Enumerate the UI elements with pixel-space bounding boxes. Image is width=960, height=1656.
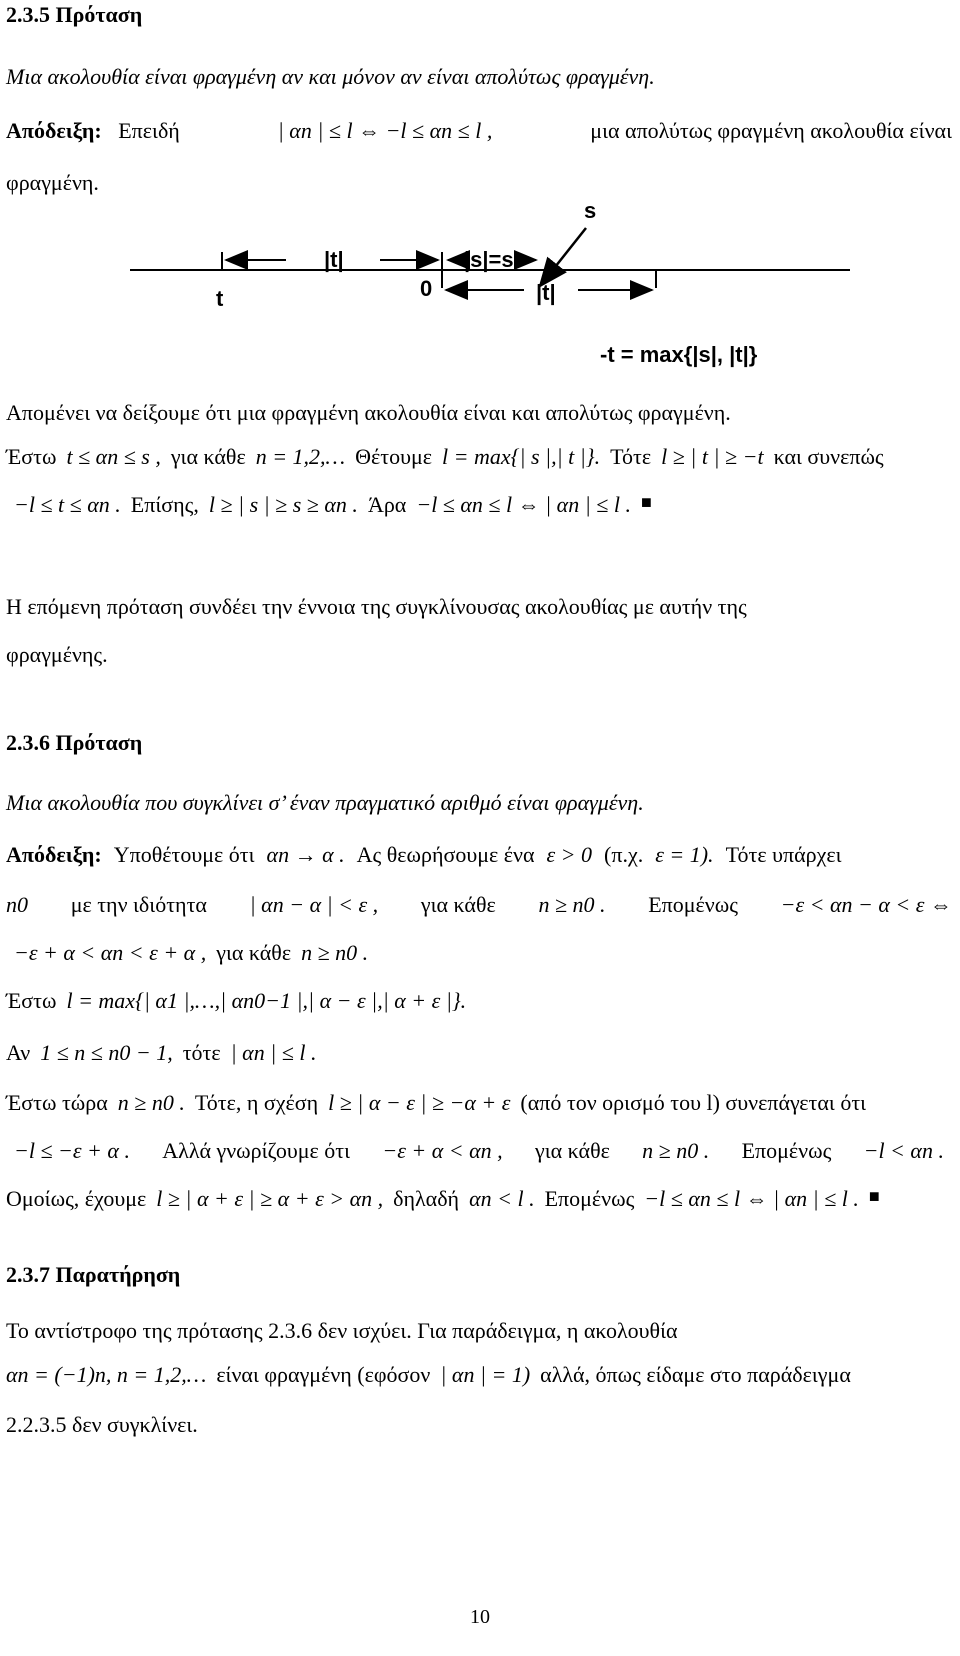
text: για κάθε	[420, 892, 496, 917]
proof-line-2: φραγμένη.	[6, 170, 99, 195]
text: αλλά, όπως είδαμε στο παράδειγμα	[540, 1362, 851, 1387]
text: Ας θεωρήσουμε ένα	[356, 842, 535, 867]
proposition-statement-2-3-5: Μια ακολουθία είναι φραγμένη αν και μόνον αν είναι απολύτως φραγμένη.	[6, 64, 655, 89]
number-line-diagram	[0, 190, 960, 380]
proof-2-line-4	[6, 988, 956, 1014]
proof-label: Απόδειξη:	[6, 842, 102, 867]
proof-2-line-2	[6, 892, 952, 918]
text: Επειδή	[118, 118, 180, 143]
proof-line-4	[6, 444, 956, 470]
proof-2-line-5	[6, 1040, 956, 1066]
proof-line-5	[14, 492, 960, 518]
text: Τότε, η σχέση	[194, 1090, 319, 1115]
math-inline: t ≤ αn ≤ s ,	[66, 444, 161, 469]
math-inline: l ≥ | t | ≥ −t	[661, 444, 764, 469]
remark-line-2	[6, 1362, 956, 1388]
section-title-2-3-7: 2.3.7 Παρατήρηση	[6, 1262, 181, 1287]
remark-line-3: 2.2.3.5 δεν συγκλίνει.	[6, 1412, 198, 1437]
proof-2-line-1	[6, 842, 956, 868]
text: Τότε	[610, 444, 652, 469]
text: Επομένως	[741, 1138, 832, 1163]
proposition-statement-2-3-6: Μια ακολουθία που συγκλίνει σ’ έναν πραγματικό αριθμό είναι φραγμένη.	[6, 790, 644, 815]
section-title-2-3-5: 2.3.5 Πρόταση	[6, 2, 143, 27]
math-inline: | αn | ≤ l ⇔ −l ≤ αn ≤ l ,	[277, 118, 493, 143]
math-inline: −ε + α < αn < ε + α ,	[14, 940, 207, 965]
text: Ομοίως, έχουμε	[6, 1186, 147, 1211]
remark-line-1	[6, 1318, 952, 1344]
text: Έστω	[6, 444, 57, 469]
diagram-label-s: s	[584, 198, 597, 223]
math-inline: 1 ≤ n ≤ n0 − 1,	[40, 1040, 173, 1065]
text: μια απολύτως φραγμένη ακολουθία είναι	[590, 118, 952, 143]
text: Επομένως	[648, 892, 738, 917]
math-inline: n ≥ n0 .	[117, 1090, 185, 1115]
text: για κάθε	[170, 444, 246, 469]
text: Έστω τώρα	[6, 1090, 108, 1115]
math-inline: l = max{| s |,| t |}.	[442, 444, 601, 469]
math-inline: l = max{| α1 |,…,| αn0−1 |,| α − ε |,| α + ε |}.	[66, 988, 467, 1013]
math-inline: l ≥ | α + ε | ≥ α + ε > αn ,	[156, 1186, 384, 1211]
math-inline: | αn − α | < ε ,	[249, 892, 379, 917]
text: Έστω	[6, 988, 57, 1013]
bridge-line-2: φραγμένης.	[6, 642, 108, 667]
text: είναι φραγμένη (εφόσον	[216, 1362, 431, 1387]
page-number: 10	[470, 1606, 490, 1628]
text: Υποθέτουμε ότι	[113, 842, 255, 867]
math-inline: −l ≤ −ε + α .	[14, 1138, 130, 1163]
diagram-label-abs-s: |s|=s	[464, 247, 514, 272]
diagram-label-abs-t: |t|	[324, 247, 344, 272]
math-inline: l ≥ | s | ≥ s ≥ αn .	[208, 492, 358, 517]
text: για κάθε	[216, 940, 292, 965]
text: Η επόμενη πρόταση συνδέει την έννοια της συγκλίνουσας ακολουθίας με αυτήν της	[6, 594, 747, 619]
text: (από τον ορισμό του l) συνεπάγεται ότι	[520, 1090, 867, 1115]
text: Το αντίστροφο της πρότασης 2.3.6 δεν ισχύει. Για παράδειγμα, η ακολουθία	[6, 1318, 678, 1343]
math-inline: n0	[6, 892, 28, 917]
text: Επομένως	[544, 1186, 635, 1211]
text: Αλλά γνωρίζουμε ότι	[162, 1138, 351, 1163]
math-inline: | αn | = 1)	[440, 1362, 531, 1387]
math-inline: −l < αn .	[863, 1138, 944, 1163]
math-inline: | αn | ≤ l .	[230, 1040, 317, 1065]
diagram-label-zero: 0	[420, 276, 433, 301]
diagram-label-t: t	[216, 286, 224, 311]
text: τότε	[182, 1040, 221, 1065]
text: και συνεπώς	[773, 444, 884, 469]
proof-label: Απόδειξη:	[6, 118, 102, 143]
math-inline: l ≥ | α − ε | ≥ −α + ε	[328, 1090, 511, 1115]
math-inline: n ≥ n0 .	[642, 1138, 710, 1163]
math-inline: −ε + α < αn ,	[382, 1138, 503, 1163]
diagram-label-abs-t2: |t|	[536, 280, 556, 305]
qed-mark: ■	[868, 1186, 880, 1206]
text: Θέτουμε	[355, 444, 433, 469]
math-inline: αn < l .	[469, 1186, 535, 1211]
arrow-to-s	[540, 228, 586, 286]
qed-mark: ■	[640, 492, 652, 512]
proof-line-3: Απομένει να δείξουμε ότι μια φραγμένη ακολουθία είναι και απολύτως φραγμένη.	[6, 400, 731, 425]
bridge-line	[6, 594, 952, 620]
math-inline: −l ≤ t ≤ αn .	[14, 492, 121, 517]
text: Άρα	[367, 492, 407, 517]
text: Τότε υπάρχει	[725, 842, 842, 867]
text: Αν	[6, 1040, 31, 1065]
proof-2-line-7	[14, 1138, 944, 1164]
math-inline: −l ≤ αn ≤ l ⇔ | αn | ≤ l .	[644, 1186, 859, 1211]
math-inline: ε = 1).	[655, 842, 714, 867]
text: (π.χ.	[604, 842, 644, 867]
math-inline: −l ≤ αn ≤ l ⇔ | αn | ≤ l .	[416, 492, 631, 517]
math-inline: αn → α .	[266, 842, 345, 867]
text: για κάθε	[534, 1138, 610, 1163]
math-inline: −ε < αn − α < ε ⇔	[780, 892, 952, 917]
math-inline: ε > 0	[546, 842, 593, 867]
proof-2-line-6	[6, 1090, 956, 1116]
proof-line-1	[6, 118, 952, 144]
proof-2-line-3	[14, 940, 960, 966]
math-inline: αn = (−1)n, n = 1,2,…	[6, 1362, 207, 1387]
math-inline: n = 1,2,…	[255, 444, 346, 469]
text: με την ιδιότητα	[70, 892, 207, 917]
diagram-label-max: -t = max{|s|, |t|}	[600, 342, 758, 367]
section-title-2-3-6: 2.3.6 Πρόταση	[6, 730, 143, 755]
math-inline: n ≥ n0 .	[301, 940, 369, 965]
text: δηλαδή	[393, 1186, 460, 1211]
text: Επίσης,	[130, 492, 199, 517]
math-inline: n ≥ n0 .	[538, 892, 606, 917]
proof-2-line-8	[6, 1186, 956, 1212]
